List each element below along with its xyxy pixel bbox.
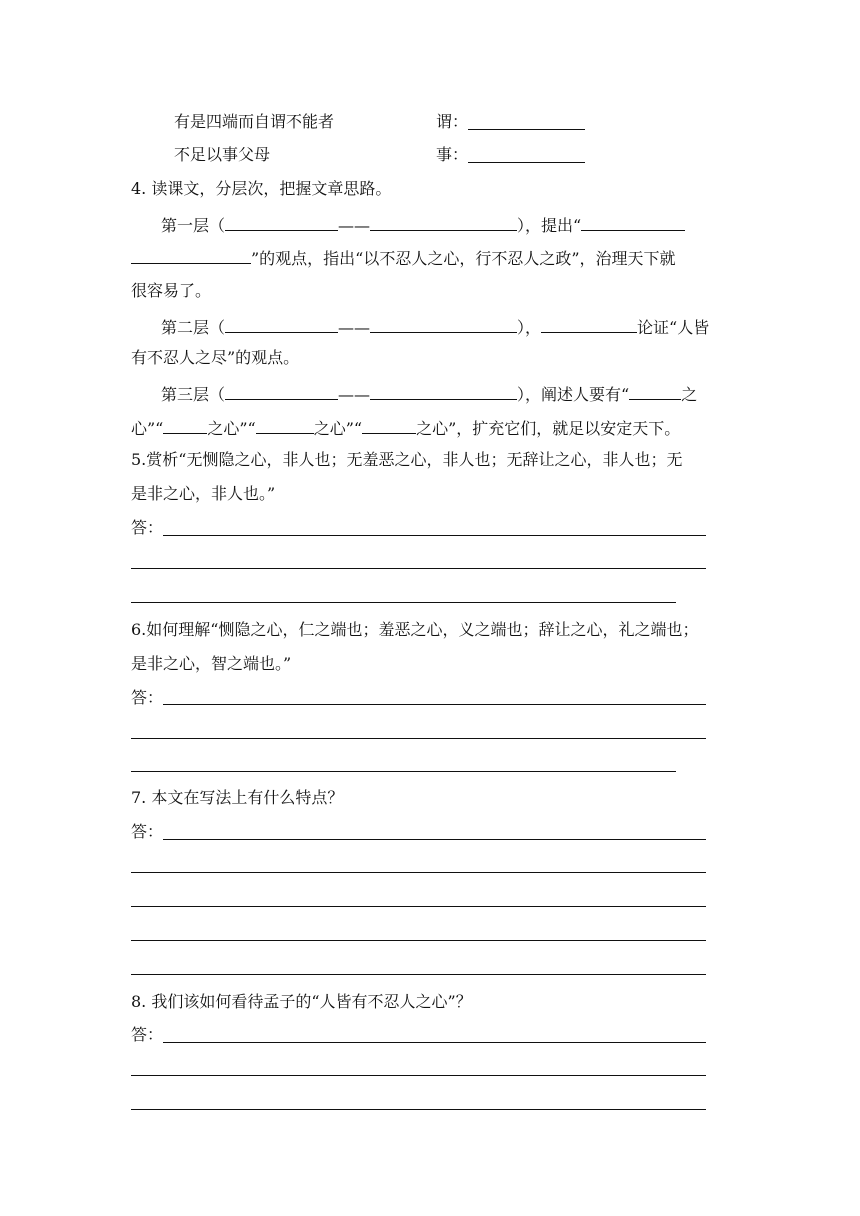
q4-layer3-text-c: 之心”“ [313,419,363,438]
q4-layer1-dash: —— [338,216,371,235]
q4-layer3-heart-blank-3[interactable] [256,416,314,434]
vocab-phrase-1: 有是四端而自谓不能者 [174,112,335,131]
q4-layer2-after: 论证“人皆 [637,318,710,337]
q8-answer-line-1[interactable] [163,1042,706,1043]
q4-layer1-text2: ”的观点，指出“以不忍人之心，行不忍人之政”，治理天下就 [251,249,676,268]
q4-layer1-end-blank[interactable] [370,213,517,231]
q5-answer-label: 答： [131,518,164,537]
q7-answer-line-2[interactable] [131,872,706,873]
q8-answer-line-2[interactable] [131,1075,706,1076]
q4-layer3-heart-blank-1[interactable] [629,382,681,400]
q4-layer3-heart-blank-4[interactable] [362,416,416,434]
q7-line1: 7. 本文在写法上有什么特点？ [131,788,344,807]
q4-layer1-view-blank-b[interactable] [131,246,251,264]
q6-answer-label: 答： [131,688,164,707]
q7-answer-label: 答： [131,822,164,841]
q6-line1: 6.如何理解“恻隐之心，仁之端也；羞恶之心，义之端也；辞让之心，礼之端也； [131,620,699,639]
q7-answer-line-5[interactable] [131,974,706,975]
q4-title: 4. 读课文，分层次，把握文章思路。 [131,179,392,198]
q4-layer3-start-blank[interactable] [225,382,338,400]
q4-layer1-label: 第一层（ [161,216,226,235]
q6-answer-line-1[interactable] [163,704,706,705]
q4-layer3-close: ），阐述人要有“ [517,385,630,404]
q4-layer2-end-blank[interactable] [370,315,517,333]
q4-layer1-close: ），提出“ [517,216,582,235]
q4-layer2-method-blank[interactable] [541,315,637,333]
vocab-answer-line-2[interactable] [468,162,585,163]
q8-line1: 8. 我们该如何看待孟子的“人皆有不忍人之心”？ [131,992,472,1011]
q5-line2: 是非之心，非人也。” [131,484,276,503]
q4-layer3-text-d: 之心”，扩充它们，就足以安定天下。 [416,419,681,438]
q5-answer-line-1[interactable] [163,535,706,536]
q7-answer-line-4[interactable] [131,940,706,941]
q5-line1: 5.赏析“无恻隐之心，非人也；无羞恶之心，非人也；无辞让之心，非人也；无 [131,450,683,469]
q4-layer1-view-blank-a[interactable] [581,213,685,231]
q7-answer-line-1[interactable] [163,839,706,840]
q4-layer3-label: 第三层（ [161,385,226,404]
q4-layer3-text-b: 之心”“ [207,419,256,438]
q4-layer2-line1 [161,315,709,338]
q4-layer3-line1 [161,382,697,405]
vocab-word-1: 谓： [436,112,469,131]
q4-layer3-end: 之 [681,385,698,404]
vocab-phrase-2: 不足以事父母 [174,145,271,164]
q6-line2: 是非之心，智之端也。” [131,654,292,673]
q4-layer2-label: 第二层（ [161,318,226,337]
q4-layer2-start-blank[interactable] [225,315,338,333]
q4-layer3-dash: —— [338,385,371,404]
q5-answer-line-3[interactable] [131,602,676,603]
q4-layer3-line2 [131,416,680,439]
q4-layer1-line2 [131,246,676,269]
q8-answer-line-3[interactable] [131,1109,706,1110]
q4-layer2-dash: —— [338,318,371,337]
q6-answer-line-2[interactable] [131,738,706,739]
q4-layer3-text-a: 心”“ [131,419,164,438]
q4-layer3-end-blank[interactable] [370,382,517,400]
q6-answer-line-3[interactable] [131,771,676,772]
q7-answer-line-3[interactable] [131,906,706,907]
q4-layer2-close: ）， [517,318,542,337]
q4-layer2-line2: 有不忍人之尽”的观点。 [131,348,300,367]
q4-layer1-start-blank[interactable] [225,213,338,231]
q4-layer3-heart-blank-2[interactable] [163,416,207,434]
q8-answer-label: 答： [131,1025,164,1044]
q5-answer-line-2[interactable] [131,568,706,569]
vocab-word-2: 事： [436,145,469,164]
q4-layer1-line3: 很容易了。 [131,281,212,300]
vocab-answer-line-1[interactable] [468,129,585,130]
q4-layer1-line1 [161,213,685,236]
